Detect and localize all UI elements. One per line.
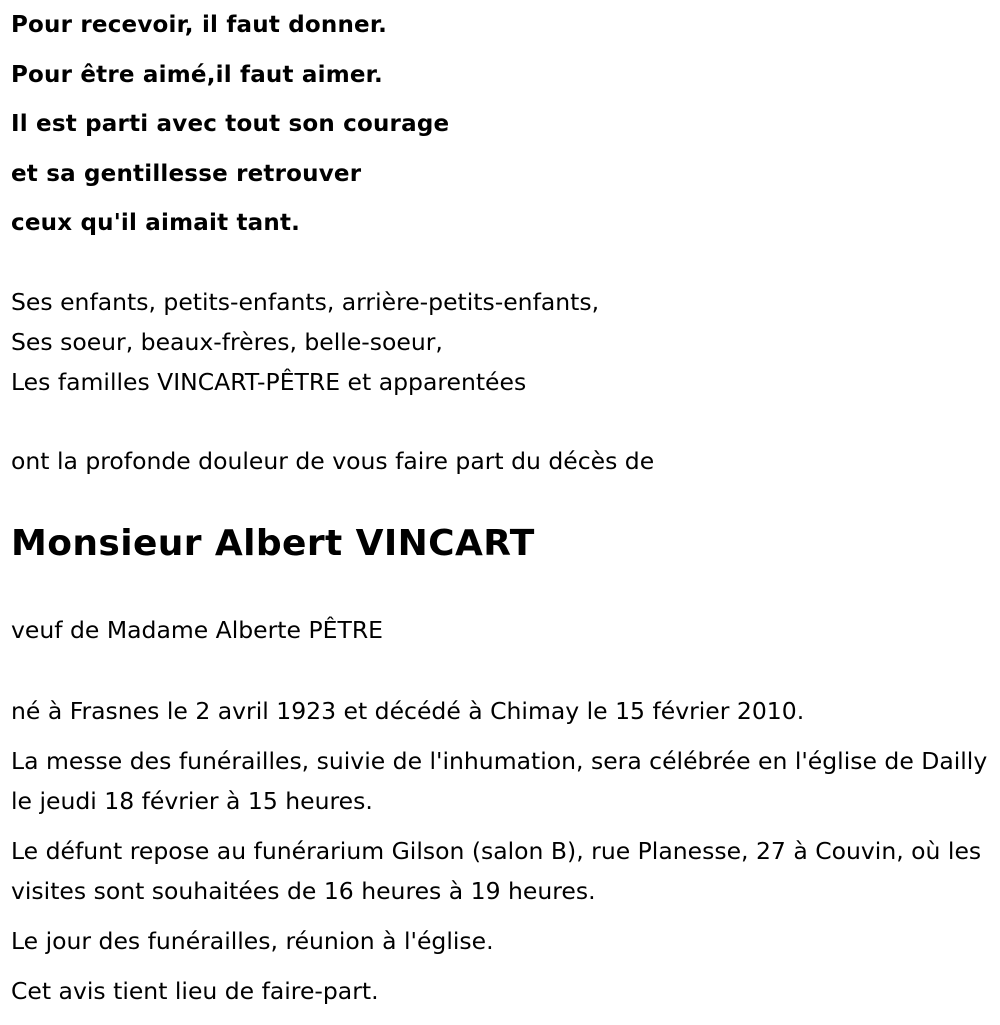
widow-of-text: veuf de Madame Alberte PÊTRE — [11, 615, 383, 644]
poem-line: ceux qu'il aimait tant. — [11, 210, 301, 236]
poem-line: Il est parti avec tout son courage — [11, 111, 450, 137]
announcement-text: ont la profonde douleur de vous faire part du décès de — [11, 446, 655, 475]
funeral-details — [11, 691, 991, 1011]
birth-death-text: né à Frasnes le 2 avril 1923 et décédé à Chimay le 15 février 2010. — [11, 696, 805, 725]
poem-line: Pour recevoir, il faut donner. — [11, 12, 388, 38]
family-line: Ses enfants, petits-enfants, arrière-petits-enfants, — [11, 287, 600, 316]
family-list — [11, 282, 991, 402]
memorial-poem — [11, 0, 991, 249]
obituary-notice — [11, 0, 991, 1021]
family-line: Les familles VINCART-PÊTRE et apparentées — [11, 367, 527, 396]
rest-location-text: Le défunt repose au funérarium Gilson (salon B), rue Planesse, 27 à Couvin, où les visites sont souhaitées de 16 heures à 19 heures. — [11, 836, 982, 905]
meeting-text: Le jour des funérailles, réunion à l'église. — [11, 926, 494, 955]
deceased-name: Monsieur Albert VINCART — [11, 522, 535, 564]
poem-line: et sa gentillesse retrouver — [11, 160, 362, 187]
mass-text: La messe des funérailles, suivie de l'inhumation, sera célébrée en l'église de Dailly le jeudi 18 février à 15 heures. — [11, 746, 988, 815]
poem-line: Pour être aimé,il faut aimer. — [11, 61, 383, 88]
notice-text: Cet avis tient lieu de faire-part. — [11, 976, 379, 1005]
family-line: Ses soeur, beaux-frères, belle-soeur, — [11, 327, 443, 356]
